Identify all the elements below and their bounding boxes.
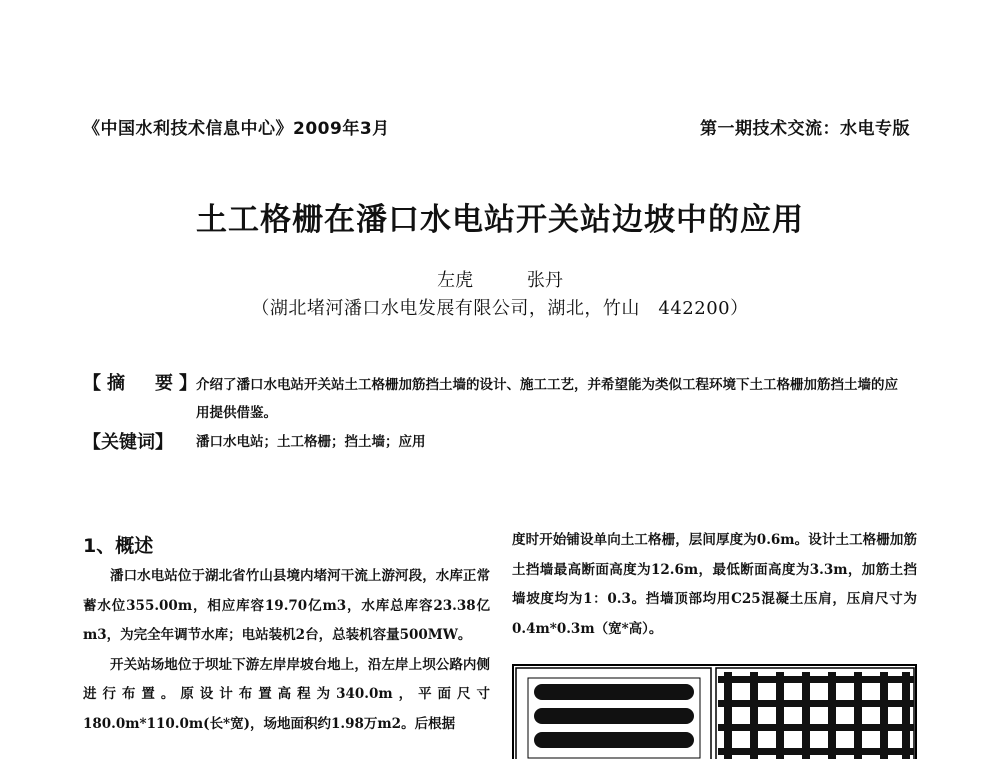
author-2: 张丹	[526, 270, 563, 291]
paragraph: 度时开始铺设单向土工格栅，层间厚度为0.6m。设计土工格栅加筋土挡墙最高断面高度为12.6m，最低断面高度为3.3m，加筋土挡墙坡度均为1：0.3。挡墙顶部均用C25混凝土压肩，压肩尺寸为0.4m*0.3m（宽*高）。	[512, 532, 917, 637]
issue-header: 第一期技术交流：水电专版	[700, 119, 910, 139]
affiliation: （湖北堵河潘口水电发展有限公司，湖北，竹山 442200）	[251, 298, 749, 319]
author-1: 左虎	[437, 270, 474, 291]
paper-title: 土工格栅在潘口水电站开关站边坡中的应用	[196, 202, 804, 238]
paragraph: 潘口水电站位于湖北省竹山县境内堵河干流上游河段，水库正常蓄水位355.00m，相应库容19.70亿m3，水库总库容23.38亿m3，为完全年调节水库；电站装机2台，总装机容量500MW。	[83, 568, 490, 643]
left-column	[83, 562, 490, 739]
abstract-label: 【摘 要】	[83, 373, 203, 394]
right-column	[512, 526, 917, 644]
keywords-label: 【关键词】	[83, 432, 173, 453]
authors	[0, 266, 1000, 292]
abstract-text: 介绍了潘口水电站开关站土工格栅加筋挡土墙的设计、施工工艺，并希望能为类似工程环境下土工格栅加筋挡土墙的应用提供借鉴。	[196, 377, 898, 421]
geogrid-photo-icon	[512, 664, 917, 759]
journal-header: 《中国水利技术信息中心》2009年3月	[83, 119, 390, 139]
section-heading: 1、概述	[83, 535, 154, 557]
paragraph: 开关站场地位于坝址下游左岸岸坡台地上，沿左岸上坝公路内侧进行布置。原设计布置高程为340.0m，平面尺寸180.0m*110.0m(长*宽)，场地面积约1.98万m2。后根据	[83, 656, 490, 732]
keywords-text: 潘口水电站；土工格栅；挡土墙；应用	[196, 434, 426, 450]
